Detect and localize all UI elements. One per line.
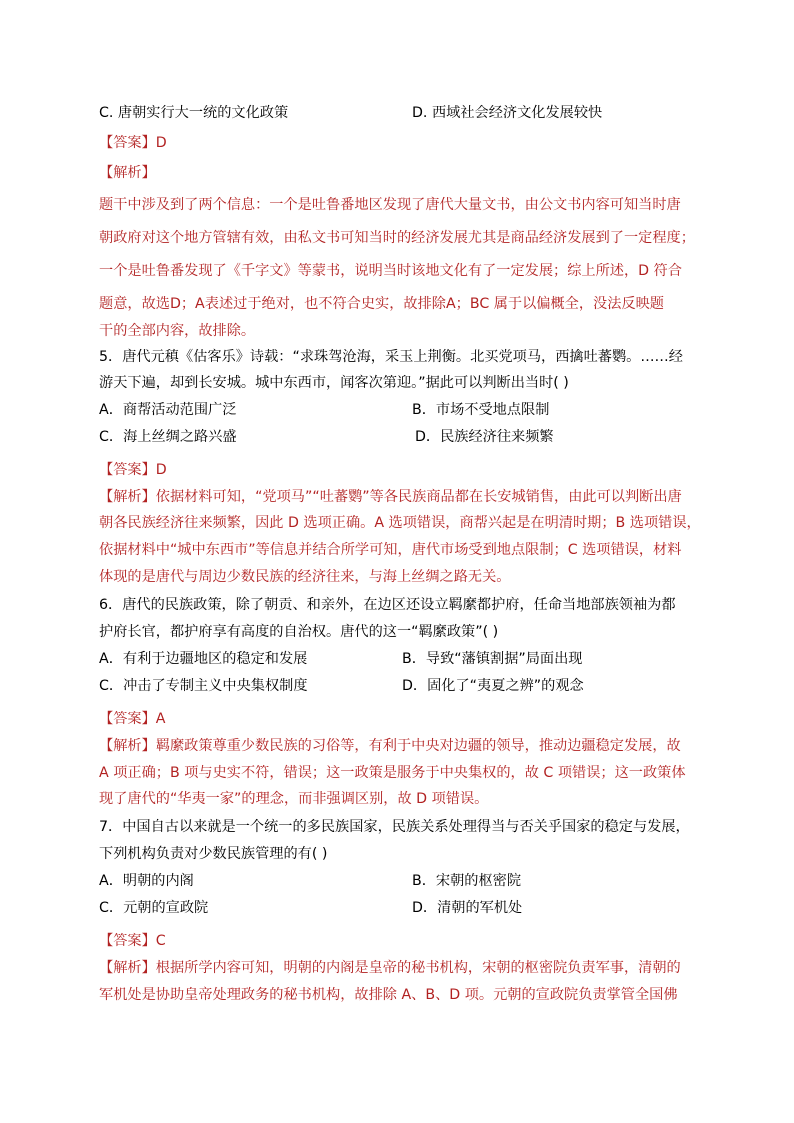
analysis-tag: 【解析】 — [99, 489, 156, 505]
answer-tag: 【答案】 — [99, 711, 156, 727]
q5-option-b: B．市场不受地点限制 — [412, 402, 550, 418]
q7-analysis — [99, 958, 681, 978]
answer-value: A — [155, 711, 166, 727]
q5-option-c: C．海上丝绸之路兴盛 — [99, 429, 237, 445]
q6-stem: 6．唐代的民族政策，除了朝贡、和亲外，在边区还设立羁縻都护府，任命当地部族领袖为都 — [99, 597, 676, 613]
q4-analysis-line: 题意，故选D；A表述过于绝对，也不符合史实，故排除A；BC 属于以偏概全，没法反映题 — [99, 296, 664, 312]
q5-answer — [99, 460, 167, 480]
q7-option-d: D．清朝的军机处 — [412, 900, 523, 916]
q6-analysis-line: 现了唐代的“华夷一家”的理念，而非强调区别，故 D 项错误。 — [99, 791, 489, 807]
analysis-line: 羁縻政策尊重少数民族的习俗等，有利于中央对边疆的领导，推动边疆稳定发展，故 — [155, 738, 681, 754]
q4-option-c: C. 唐朝实行大一统的文化政策 — [99, 105, 289, 121]
answer-tag: 【答案】 — [99, 135, 156, 151]
analysis-line: 根据所学内容可知，明朝的内阁是皇帝的秘书机构，宋朝的枢密院负责军事，清朝的 — [155, 960, 681, 976]
q6-analysis — [99, 736, 681, 756]
q4-option-d: D. 西域社会经济文化发展较快 — [412, 105, 603, 121]
answer-tag: 【答案】 — [99, 933, 156, 949]
answer-tag: 【答案】 — [99, 462, 156, 478]
q7-answer — [99, 931, 166, 951]
q6-answer — [99, 709, 165, 729]
answer-value: C — [155, 933, 166, 949]
q4-analysis-tag: 【解析】 — [99, 165, 156, 181]
q5-stem: 游天下遍，却到长安城。城中东西市，闻客次第迎。”据此可以判断出当时( ) — [99, 375, 569, 391]
q5-analysis — [99, 487, 682, 507]
q5-option-a: A．商帮活动范围广泛 — [99, 402, 237, 418]
q6-option-d: D．固化了“夷夏之辨”的观念 — [402, 678, 584, 694]
q7-option-c: C．元朝的宣政院 — [99, 900, 209, 916]
q7-analysis-line: 军机处是协助皇帝处理政务的秘书机构，故排除 A、B、D 项。元朝的宣政院负责掌管全国佛 — [99, 987, 678, 1003]
analysis-tag: 【解析】 — [99, 738, 156, 754]
q4-analysis-line: 干的全部内容，故排除。 — [99, 323, 256, 339]
q5-analysis-line: 体现的是唐代与周边少数民族的经济往来，与海上丝绸之路无关。 — [99, 569, 511, 585]
answer-value: D — [155, 135, 167, 151]
q5-analysis-line: 依据材料中“城中东西市”等信息并结合所学可知，唐代市场受到地点限制；C 选项错误，材料 — [99, 542, 682, 558]
q7-option-a: A．明朝的内阁 — [99, 873, 194, 889]
answer-value: D — [155, 462, 167, 478]
q6-option-b: B．导致“藩镇割据”局面出现 — [402, 651, 583, 667]
q4-answer — [99, 133, 167, 153]
q4-analysis-line: 朝政府对这个地方管辖有效，由私文书可知当时的经济发展尤其是商品经济发展到了一定程度； — [99, 230, 695, 246]
analysis-tag: 【解析】 — [99, 960, 156, 976]
q6-option-a: A．有利于边疆地区的稳定和发展 — [99, 651, 308, 667]
q4-analysis-line: 题干中涉及到了两个信息：一个是吐鲁番地区发现了唐代大量文书，由公文书内容可知当时唐 — [99, 197, 681, 213]
q6-stem: 护府长官，都护府享有高度的自治权。唐代的这一“羁縻政策”( ) — [99, 624, 499, 640]
q5-stem: 5．唐代元稹《估客乐》诗载：“求珠驾沧海，采玉上荆衡。北买党项马，西擒吐蕃鹦。……经 — [99, 349, 683, 365]
q6-analysis-line: A 项正确；B 项与史实不符，错误；这一政策是服务于中央集权的，故 C 项错误；这一政策体 — [99, 765, 686, 781]
q6-option-c: C．冲击了专制主义中央集权制度 — [99, 678, 308, 694]
q7-stem: 7．中国自古以来就是一个统一的多民族国家，民族关系处理得当与否关乎国家的稳定与发展， — [99, 819, 690, 835]
q7-stem: 下列机构负责对少数民族管理的有( ) — [99, 846, 328, 862]
q5-analysis-line: 朝各民族经济往来频繁，因此 D 选项正确。A 选项错误，商帮兴起是在明清时期；B 选项错误， — [99, 515, 701, 531]
analysis-line: 依据材料可知，“党项马”“吐蕃鹦”等各民族商品都在长安城销售，由此可以判断出唐 — [155, 489, 682, 505]
q5-option-d: D．民族经济往来频繁 — [415, 429, 554, 445]
q4-analysis-line: 一个是吐鲁番发现了《千字文》等蒙书，说明当时该地文化有了一定发展；综上所述，D 符合 — [99, 263, 682, 279]
q7-option-b: B．宋朝的枢密院 — [412, 873, 522, 889]
